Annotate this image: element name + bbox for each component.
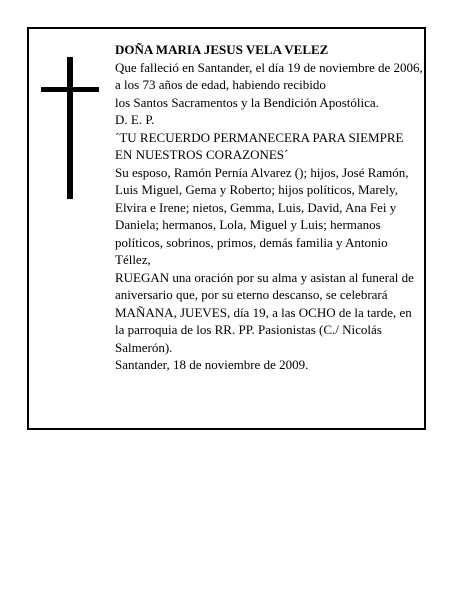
memorial-quote: ´TU RECUERDO PERMANECERA PARA SIEMPRE EN NUESTROS CORAZONES´: [115, 129, 404, 162]
notice-text: [115, 41, 423, 374]
death-date-line: Que falleció en Santander, el día 19 de noviembre de 2006,: [115, 59, 423, 75]
cross-vertical-bar: [67, 57, 73, 199]
cross-icon: [41, 57, 99, 199]
cross-horizontal-bar: [41, 87, 99, 92]
funeral-request: RUEGAN una oración por su alma y asistan al funeral de aniversario que, por su eterno descanso, se celebrará MAÑANA, JUEVES, día 19, a las OCHO de la tarde, en la parroquia de los RR. PP. Pasionistas (C./ Nicolás Salmerón).: [115, 269, 414, 355]
obituary-notice: [27, 27, 426, 430]
sacraments-line: los Santos Sacramentos y la Bendición Apostólica.: [115, 94, 379, 110]
deceased-name: DOÑA MARIA JESUS VELA VELEZ: [115, 42, 329, 57]
rip-line: D. E. P.: [115, 112, 155, 127]
family-list: Su esposo, Ramón Pernía Alvarez (); hijos, José Ramón, Luis Miguel, Gema y Roberto; hijos políticos, Marely, Elvira e Irene; nietos, Gemma, Luis, David, Ana Fei y Daniela; hermanos, Lola, Miguel y Luis; hermanos políticos, sobrinos, primos, demás familia y Antonio Téllez,: [115, 164, 409, 267]
age-line: a los 73 años de edad, habiendo recibido: [115, 77, 326, 92]
place-date-line: Santander, 18 de noviembre de 2009.: [115, 357, 309, 372]
